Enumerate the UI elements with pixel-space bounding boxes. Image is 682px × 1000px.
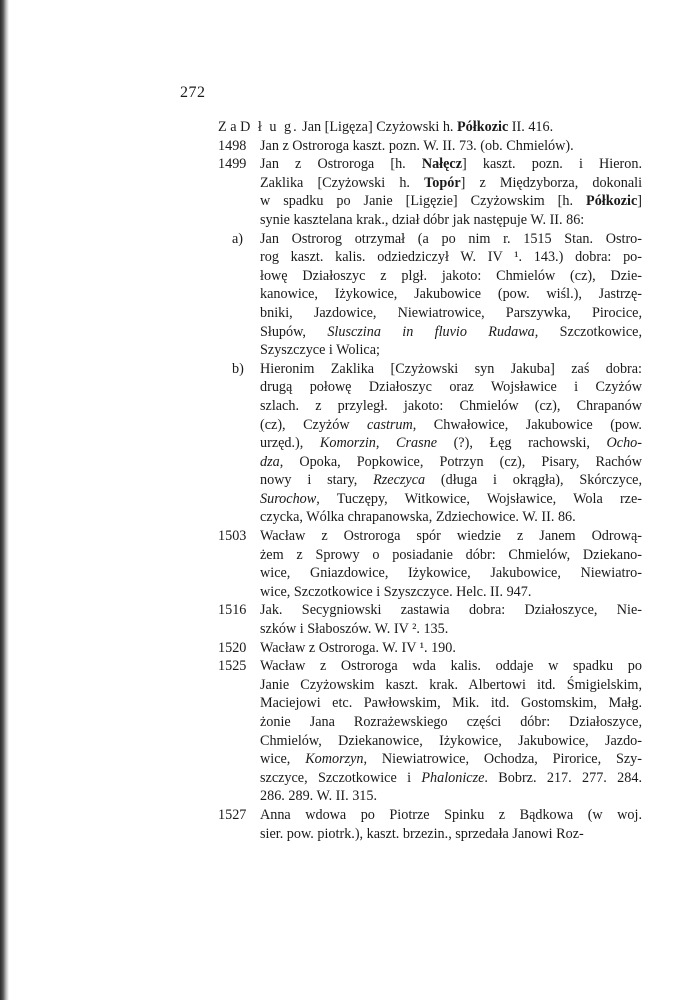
spaced-text: D ł u g.	[240, 119, 299, 135]
text-run: Hieronim Zaklika [Czyżowski syn Jakuba] zaś dobra:	[260, 360, 642, 377]
text-run: Wacław z Ostroroga. W. IV ¹. 190.	[260, 639, 456, 656]
text-line	[218, 118, 642, 137]
sub-item-label: b)	[232, 360, 244, 377]
text-line	[218, 601, 642, 620]
line-text	[260, 378, 642, 397]
text-run: Jan z Ostroroga kaszt. pozn. W. II. 73. (ob. Chmielów).	[260, 137, 574, 154]
line-text	[218, 119, 553, 135]
text-line	[218, 732, 642, 751]
line-text	[260, 285, 642, 304]
text-run: Szyszczyce i Wolica;	[260, 342, 380, 359]
line-text	[260, 360, 642, 379]
text-run: Jak. Secygniowski zastawia dobra: Działoszyce, Nie-	[260, 602, 642, 619]
line-text	[260, 192, 642, 211]
line-text	[260, 155, 642, 174]
text-line	[218, 416, 642, 435]
text-run: Janie Czyżowskim kaszt. krak. Albertowi itd. Śmigielskim,	[260, 676, 642, 693]
text-run: szków i Słaboszów. W. IV ². 135.	[260, 621, 449, 638]
line-text	[260, 788, 377, 804]
entry-year: 1499	[218, 156, 247, 173]
text-line	[218, 471, 642, 490]
text-line	[218, 323, 642, 342]
text-line	[218, 378, 642, 397]
text-run: czycka, Wólka chrapanowska, Zdziechowice. W. II. 86.	[260, 509, 576, 526]
line-text	[260, 806, 642, 825]
scan-edge-shadow	[0, 0, 9, 1000]
bold-text: Półkozic	[457, 119, 509, 135]
text-line	[218, 397, 642, 416]
text-run: ]	[637, 193, 642, 210]
line-text	[260, 657, 642, 676]
text-line	[218, 564, 642, 583]
line-text	[260, 174, 642, 193]
italic-text: Slusczina in fluvio Rudawa	[327, 323, 535, 340]
text-run: szlach. z przyległ. jakoto: Chmielów (cz), Chrapanów	[260, 397, 642, 414]
text-line	[218, 825, 642, 844]
italic-text: Ocho-	[606, 435, 642, 452]
text-line	[218, 248, 642, 267]
text-line	[218, 434, 642, 453]
line-text	[260, 248, 642, 267]
italic-text: Rzeczyca	[373, 472, 426, 489]
text-line	[218, 304, 642, 323]
text-line	[218, 230, 642, 249]
line-text	[260, 342, 380, 358]
text-run: Chmielów, Dziekanowice, Iżykowice, Jakubowice, Jazdo-	[260, 732, 642, 749]
line-text	[260, 453, 642, 472]
text-run: wice, Gniazdowice, Iżykowice, Jakubowice, Niewiatro-	[260, 565, 642, 582]
text-run: Jan [Ligęza] Czyżowski h.	[298, 119, 458, 135]
text-run: (?), Łęg rachowski,	[437, 435, 607, 452]
text-line	[218, 527, 642, 546]
line-text	[260, 138, 574, 154]
italic-text: castrum	[367, 416, 413, 433]
line-text	[260, 471, 642, 490]
line-text	[260, 546, 642, 565]
text-run: drugą połowę Działoszyc oraz Wojsławice i Czyżów	[260, 379, 642, 396]
entry-year: 1525	[218, 658, 247, 675]
text-line	[218, 676, 642, 695]
entry-year: 1527	[218, 806, 247, 823]
text-run: wice, Szczotkowice i Szyszczyce. Helc. II. 947.	[260, 583, 532, 600]
text-run: synie kasztelana krak., dział dóbr jak następuje W. II. 86:	[260, 211, 585, 228]
line-text	[260, 713, 642, 732]
line-text	[260, 564, 642, 583]
text-run: Wacław z Ostroroga spór wiedzie z Janem Odrową-	[260, 528, 642, 545]
line-text	[260, 509, 576, 525]
line-text	[260, 416, 642, 435]
text-run: żonie Jana Rozrażewskiego części dóbr: Działoszyce,	[260, 714, 642, 730]
text-line	[218, 694, 642, 713]
text-line	[218, 285, 642, 304]
text-line	[218, 769, 642, 788]
text-run: , Chwałowice, Jakubowice (pow.	[412, 416, 642, 433]
line-text	[260, 434, 642, 453]
text-line	[218, 267, 642, 286]
text-run: , Opoka, Popkowice, Potrzyn (cz), Pisary, Rachów	[279, 453, 642, 470]
entry-year: 1498	[218, 137, 247, 154]
text-run: 286. 289. W. II. 315.	[260, 788, 378, 805]
text-line	[218, 360, 642, 379]
text-run: łowę Działoszyc z plgł. jakoto: Chmielów (cz), Dzie-	[260, 267, 642, 284]
italic-text: Phalonicze	[421, 769, 485, 786]
line-text	[260, 826, 584, 842]
text-line	[218, 583, 642, 602]
text-run: Anna wdowa po Piotrze Spinku z Bądkowa (w woj.	[260, 806, 642, 823]
bold-text: Półkozic	[586, 193, 638, 210]
line-text	[260, 769, 642, 788]
line-text	[260, 323, 642, 342]
bold-text: Topór	[424, 174, 461, 191]
text-line	[218, 620, 642, 639]
text-run: II. 416.	[508, 119, 554, 135]
text-line	[218, 750, 642, 769]
line-text	[260, 397, 642, 416]
line-text	[260, 676, 642, 695]
line-text	[260, 694, 642, 713]
text-line	[218, 155, 642, 174]
text-run: Maciejowi etc. Pawłowskim, Mik. itd. Gostomskim, Małg.	[260, 695, 642, 712]
text-line	[218, 546, 642, 565]
line-text	[260, 732, 642, 751]
text-run: ] kaszt. pozn. i Hieron.	[462, 156, 642, 173]
line-text	[260, 601, 642, 620]
page-body	[218, 118, 642, 843]
text-run: w spadku po Janie [Ligęzie] Czyżowskim [h.	[260, 193, 587, 210]
line-text	[260, 212, 584, 228]
line-text	[260, 640, 456, 656]
text-run: szczyce, Szczotkowice i	[260, 769, 422, 786]
text-run: rog kaszt. kalis. odziedziczył W. IV ¹. 143.) dobra: po-	[260, 249, 642, 266]
text-run: kanowice, Iżykowice, Jakubowice (pow. wiśl.), Jastrzę-	[260, 286, 642, 303]
text-line	[218, 192, 642, 211]
text-line	[218, 453, 642, 472]
line-text	[260, 304, 642, 323]
text-line	[218, 639, 642, 658]
page-number: 272	[180, 84, 206, 101]
text-line	[218, 490, 642, 509]
text-run: , Szczotkowice,	[534, 323, 642, 340]
entry-year: 1503	[218, 528, 247, 545]
text-run: Jan z Ostroroga [h.	[260, 156, 422, 173]
line-text	[260, 527, 642, 546]
line-text	[260, 621, 448, 637]
text-line	[218, 211, 642, 230]
text-line	[218, 787, 642, 806]
line-text	[260, 490, 642, 509]
bold-text: Nałęcz	[421, 156, 463, 173]
entry-year: 1516	[218, 602, 247, 619]
text-run: Z a	[218, 119, 241, 135]
text-run: wice,	[260, 751, 306, 768]
line-text	[260, 267, 642, 286]
text-line	[218, 137, 642, 156]
text-run: bniki, Jazdowice, Niewiatrowice, Parszywka, Pirocice,	[260, 304, 642, 321]
line-text	[260, 750, 642, 769]
text-run: ] z Międzyborza, dokonali	[460, 174, 643, 191]
text-line	[218, 806, 642, 825]
text-run: (długa i okrągła), Skórczyce,	[425, 472, 642, 489]
text-run: urzęd.),	[260, 435, 320, 452]
italic-text: dza	[260, 453, 280, 470]
text-line	[218, 713, 642, 732]
text-run: , Niewiatrowice, Ochodza, Pirorice, Szy-	[363, 751, 642, 768]
text-line	[218, 508, 642, 527]
line-text	[260, 230, 642, 249]
entry-year: 1520	[218, 639, 247, 656]
text-line	[218, 341, 642, 360]
text-line	[218, 657, 642, 676]
text-run: Zaklika [Czyżowski h.	[260, 174, 425, 191]
text-run: . Bobrz. 217. 277. 284.	[484, 769, 642, 786]
text-run: nowy i stary,	[260, 472, 374, 489]
text-run: żem z Sprowy o posiadanie dóbr: Chmielów, Dziekano-	[260, 546, 642, 563]
text-run: (cz), Czyżów	[260, 416, 368, 433]
text-run: , Tuczępy, Witkowice, Wojsławice, Wola rze-	[316, 490, 642, 507]
italic-text: Komorzyn	[305, 751, 364, 768]
italic-text: Komorzin, Crasne	[319, 435, 437, 452]
text-run: Słupów,	[260, 323, 328, 340]
italic-text: Surochow	[260, 490, 317, 507]
line-text	[260, 584, 531, 600]
text-run: Wacław z Ostroroga wda kalis. oddaje w spadku po	[260, 658, 642, 675]
text-run: sier. pow. piotrk.), kaszt. brzezin., sprzedała Janowi Roz-	[260, 825, 584, 842]
text-line	[218, 174, 642, 193]
text-run: Jan Ostrorog otrzymał (a po nim r. 1515 Stan. Ostro-	[260, 230, 642, 247]
sub-item-label: a)	[232, 230, 244, 247]
